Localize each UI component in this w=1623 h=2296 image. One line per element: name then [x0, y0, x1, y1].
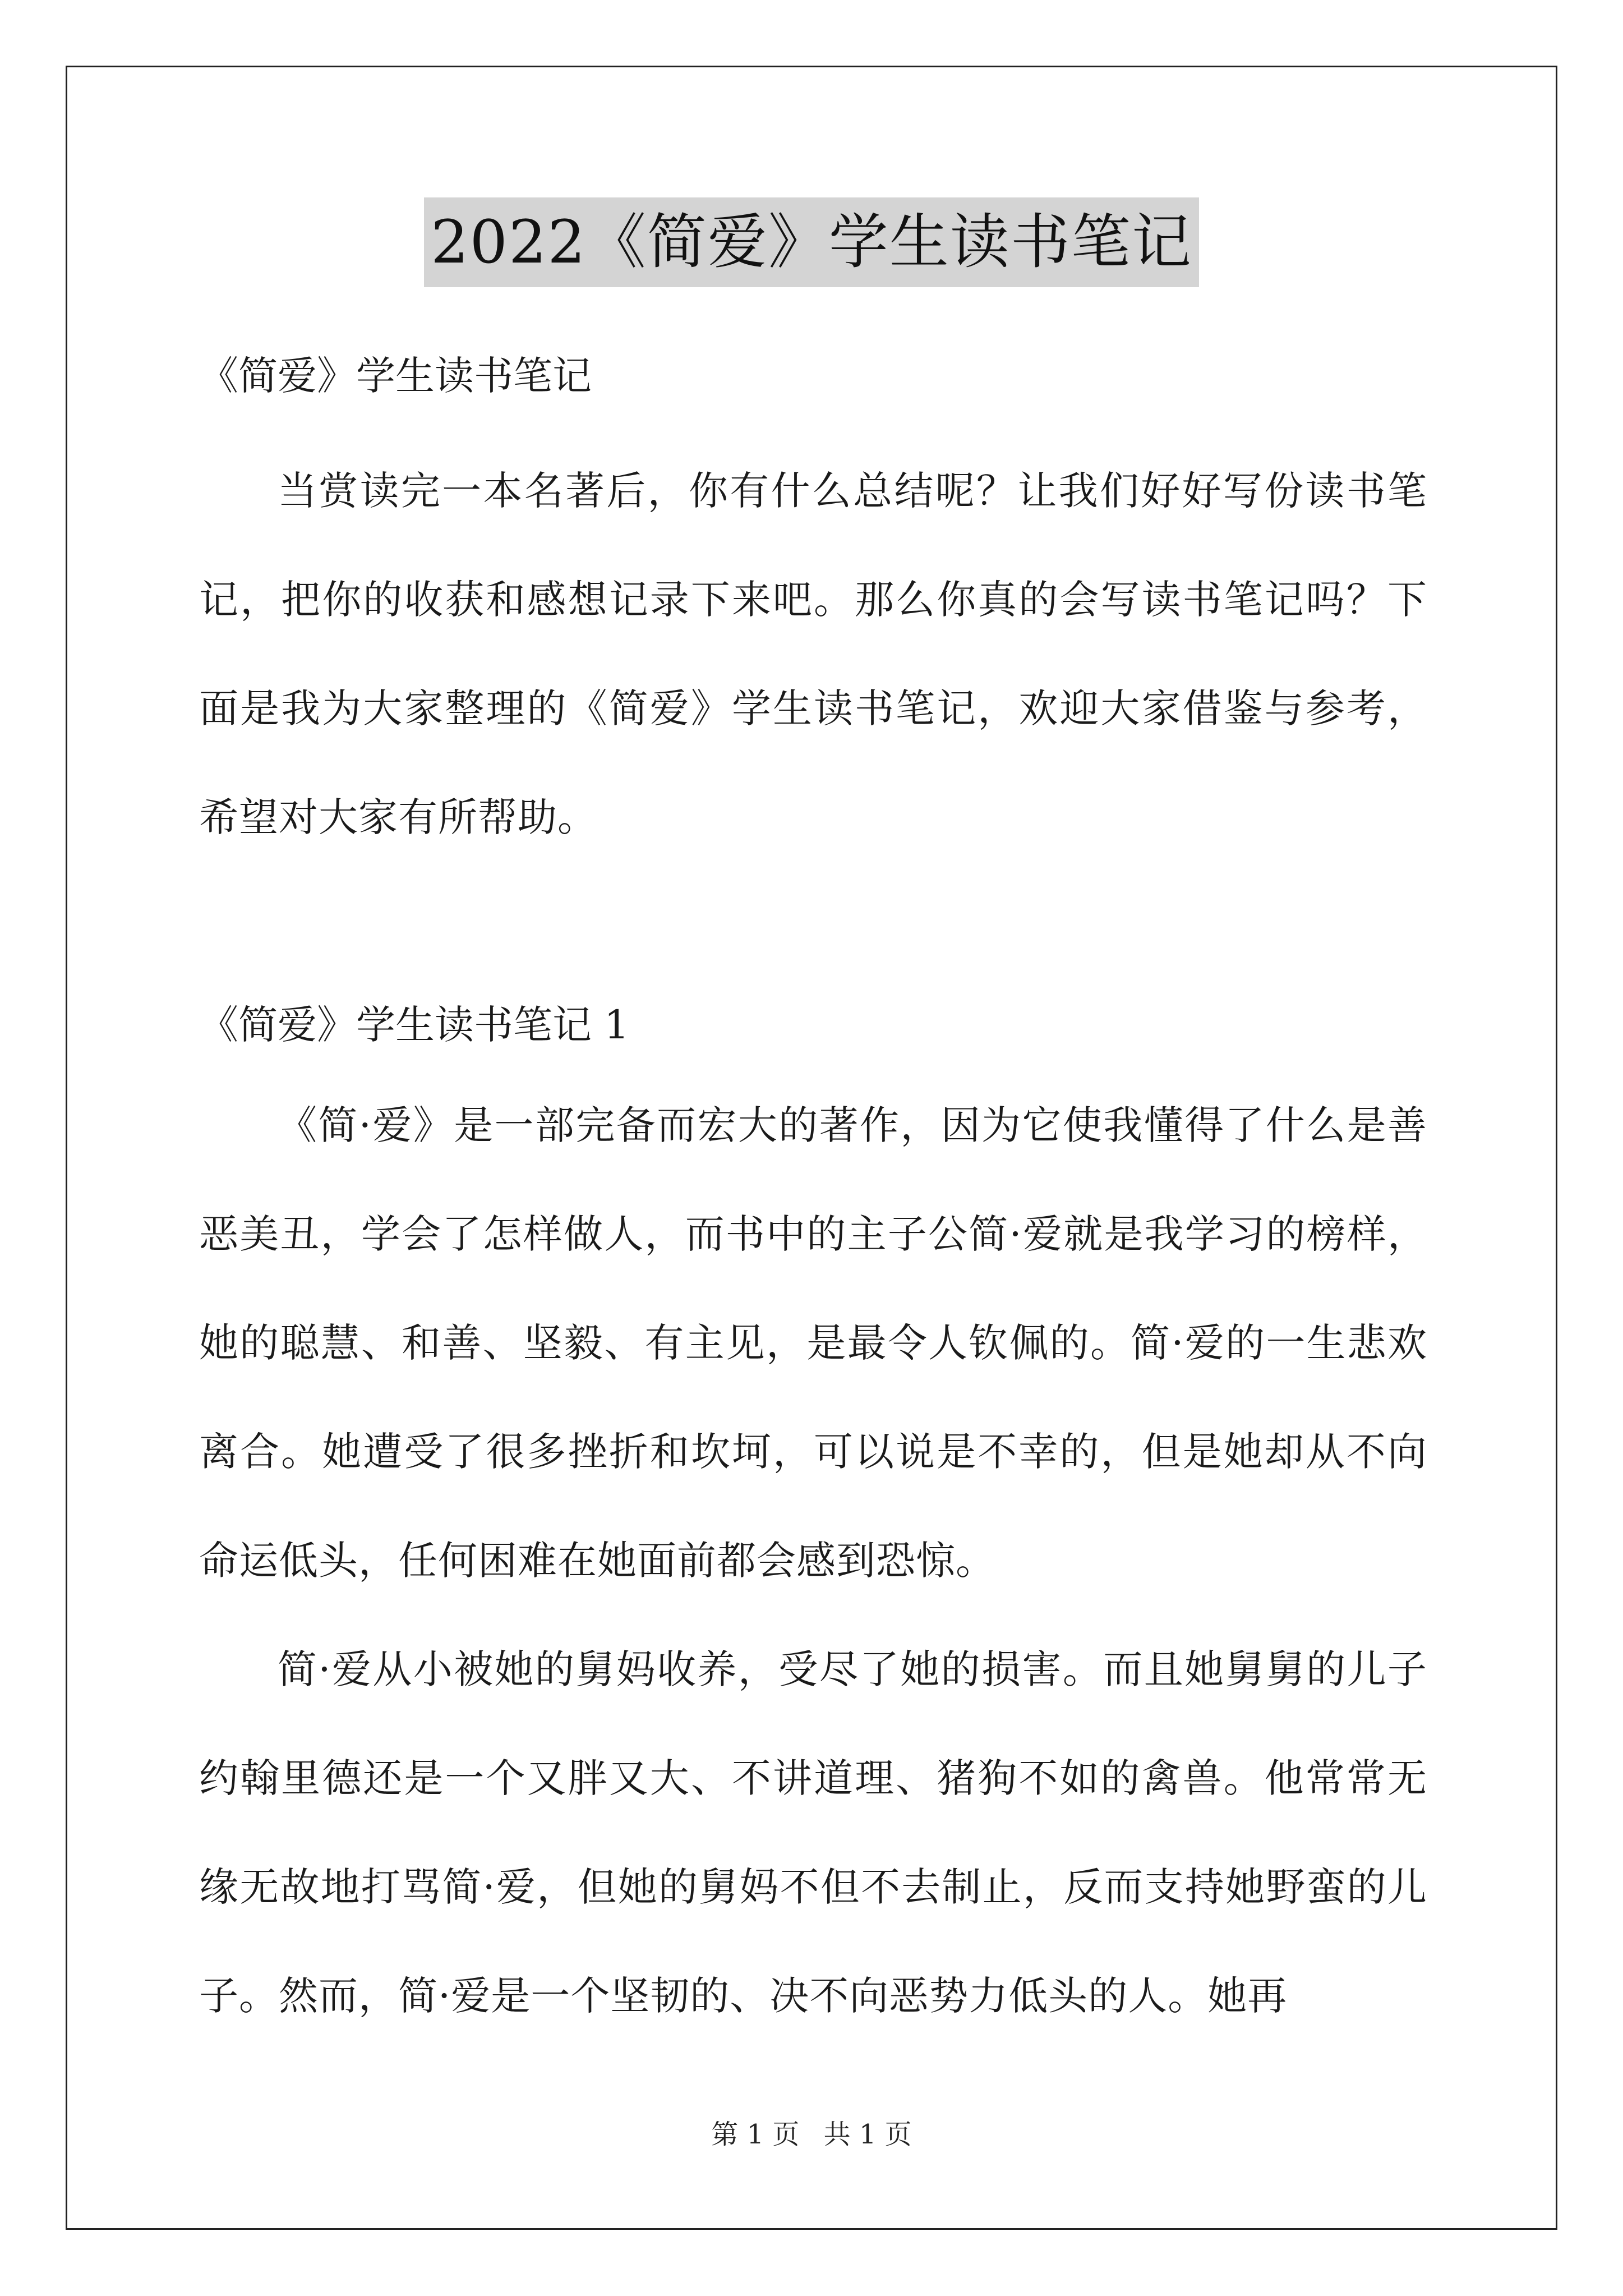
- body-paragraph: 《简·爱》是一部完备而宏大的著作，因为它使我懂得了什么是善恶美丑，学会了怎样做人，而书中的主子公简·爱就是我学习的榜样，她的聪慧、和善、坚毅、有主见，是最令人钦佩的。简·爱的一生悲欢离合。她遭受了很多挫折和坎坷，可以说是不幸的，但是她却从不向命运低头，任何困难在她面前都会感到恐惊。: [199, 1102, 1427, 1584]
- document-title: 2022《简爱》学生读书笔记: [424, 197, 1199, 287]
- intro-section: [199, 436, 1427, 872]
- section-heading: 《简爱》学生读书笔记 1: [199, 1002, 629, 1048]
- body-paragraph: 简·爱从小被她的舅妈收养，受尽了她的损害。而且她舅舅的儿子约翰里德还是一个又胖又大、不讲道理、猪狗不如的禽兽。他常常无缘无故地打骂简·爱，但她的舅妈不但不去制止，反而支持她野蛮的儿子。然而，简·爱是一个坚韧的、决不向恶势力低头的人。她再: [199, 1646, 1427, 2019]
- document-subtitle: 《简爱》学生读书笔记: [199, 353, 592, 399]
- intro-paragraph: 当赏读完一本名著后，你有什么总结呢？让我们好好写份读书笔记，把你的收获和感想记录下来吧。那么你真的会写读书笔记吗？下面是我为大家整理的《简爱》学生读书笔记，欢迎大家借鉴与参考，希望对大家有所帮助。: [199, 468, 1427, 840]
- section-body: [199, 1071, 1427, 2050]
- title-container: [0, 197, 1623, 287]
- page-number: 第 1 页: [711, 2119, 800, 2150]
- page-total: 共 1 页: [823, 2119, 912, 2150]
- page-footer: [0, 2115, 1623, 2154]
